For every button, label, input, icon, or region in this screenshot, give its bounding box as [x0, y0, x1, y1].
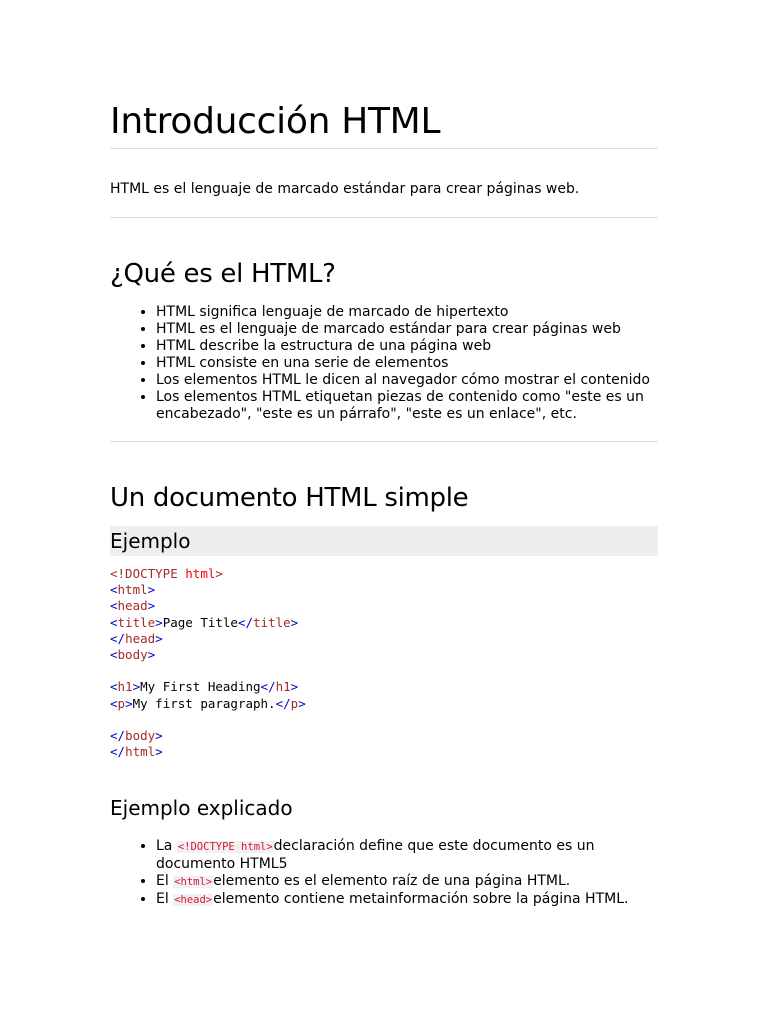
article: [110, 96, 658, 909]
example-label: Ejemplo: [110, 526, 658, 556]
divider: [110, 441, 658, 442]
item-prefix: El: [156, 891, 169, 908]
list-item: [156, 838, 658, 873]
code-token: h1: [275, 679, 291, 695]
item-text: elemento contiene metainformación sobre la página HTML.: [213, 891, 629, 908]
code-text: My First Heading: [140, 679, 261, 695]
code-token: body: [117, 647, 148, 663]
list-item: • HTML describe la estructura de una página web: [156, 338, 658, 355]
item-prefix: El: [156, 873, 169, 890]
intro-paragraph: HTML es el lenguaje de marcado estándar para crear páginas web.: [110, 181, 580, 197]
code-token: h1: [117, 679, 133, 695]
explicado-list: [110, 838, 658, 909]
code-token: head: [125, 630, 156, 646]
code-example: <!DOCTYPE html> <html> <head> <title>Page Title</title> </head> <body> <h1>My First Heading</h1> <p>My first paragraph.</p> </body> </html>: [110, 566, 306, 760]
list-item: • HTML consiste en una serie de elementos: [156, 355, 658, 372]
divider: [110, 217, 658, 218]
code-token: body: [125, 728, 156, 744]
inline-code: <html>: [174, 876, 213, 889]
item-prefix: La: [156, 838, 173, 855]
que-es-list: [110, 304, 658, 423]
inline-code: <head>: [174, 894, 213, 907]
section-heading-documento: Un documento HTML simple: [110, 483, 469, 513]
code-token: head: [117, 598, 148, 614]
list-item: • Los elementos HTML le dicen al navegador cómo mostrar el contenido: [156, 372, 658, 389]
code-text: Page Title: [162, 614, 238, 630]
list-item: • Los elementos HTML etiquetan piezas de contenido como "este es un encabezado", "este es un párrafo", "este es un enlace", etc.: [156, 389, 658, 423]
list-item: • HTML es el lenguaje de marcado estándar para crear páginas web: [156, 321, 658, 338]
item-text: declaración define que este documento es un documento HTML5: [156, 838, 595, 873]
code-token: title: [117, 614, 156, 630]
item-text: elemento es el elemento raíz de una página HTML.: [213, 873, 571, 890]
code-text: My first paragraph.: [132, 695, 276, 711]
page-title: Introducción HTML: [110, 96, 658, 149]
code-token: html: [125, 744, 156, 760]
section-heading-explicado: Ejemplo explicado: [110, 796, 293, 821]
code-token: html: [117, 582, 148, 598]
inline-code: <!DOCTYPE html>: [177, 841, 273, 854]
section-heading-que-es: ¿Qué es el HTML?: [110, 259, 336, 289]
code-token: p: [117, 695, 126, 711]
code-token: html: [185, 566, 216, 581]
code-token: p: [290, 695, 299, 711]
list-item: [156, 891, 658, 909]
code-token: <!DOCTYPE: [110, 566, 178, 581]
list-item: [156, 873, 658, 891]
code-token: >: [215, 566, 223, 581]
list-item: • HTML significa lenguaje de marcado de hipertexto: [156, 304, 658, 321]
code-token: title: [253, 614, 291, 630]
